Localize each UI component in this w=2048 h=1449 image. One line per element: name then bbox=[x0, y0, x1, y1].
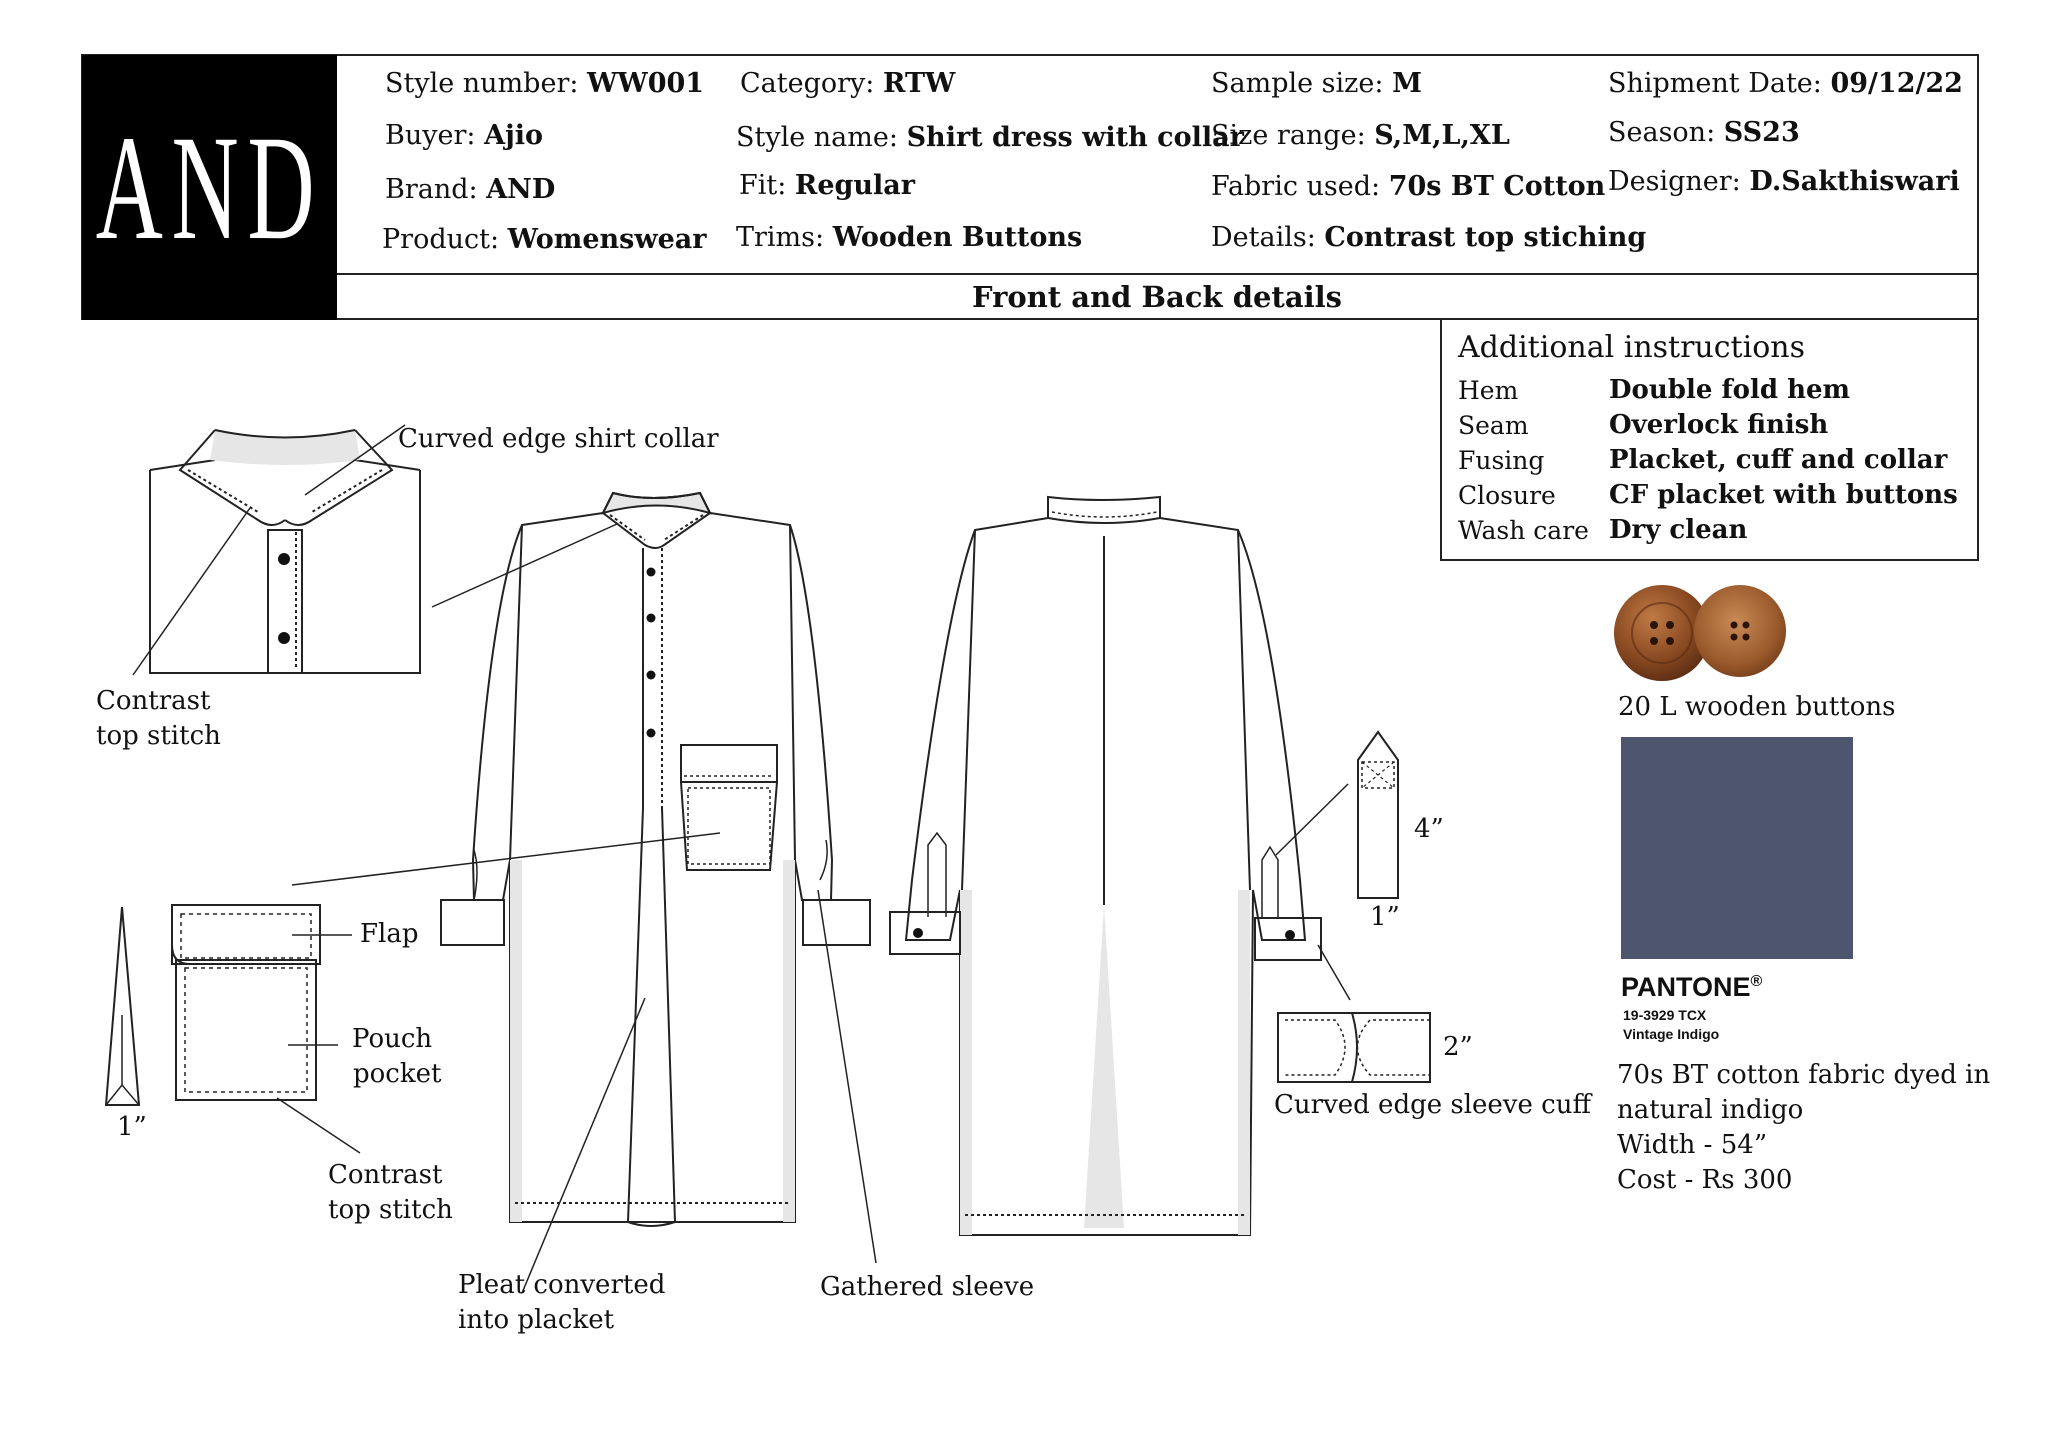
designer-field: Designer: D.Sakthiswari bbox=[1608, 166, 1960, 197]
pleat-placket-callout: Pleat converted into placket bbox=[458, 1270, 666, 1335]
collar-callout: Curved edge shirt collar bbox=[398, 424, 719, 454]
pantone-name: Vintage Indigo bbox=[1623, 1026, 1720, 1042]
style-number-field: Style number: WW001 bbox=[385, 68, 705, 99]
wooden-buttons-image bbox=[1612, 583, 1792, 685]
instructions-title: Additional instructions bbox=[1458, 330, 1805, 365]
trims-field: Trims: Wooden Buttons bbox=[736, 222, 1083, 253]
wooden-button bbox=[1694, 585, 1786, 677]
sample-size-field: Sample size: M bbox=[1211, 68, 1422, 99]
category-field: Category: RTW bbox=[740, 68, 956, 99]
buttons-label: 20 L wooden buttons bbox=[1618, 692, 1896, 722]
contrast-top-stitch-callout: Contrast top stitch bbox=[96, 686, 221, 751]
gathered-sleeve-callout: Gathered sleeve bbox=[820, 1272, 1035, 1302]
cuff-detail bbox=[1278, 945, 1430, 1082]
one-inch-left-label: 1” bbox=[117, 1112, 147, 1142]
instruction-value: Double fold hem bbox=[1609, 375, 1851, 405]
two-inch-label: 2” bbox=[1443, 1032, 1473, 1062]
brand-field: Brand: AND bbox=[385, 174, 556, 205]
pocket-contrast-stitch-callout: Contrast top stitch bbox=[328, 1160, 453, 1225]
size-range-field: Size range: S,M,L,XL bbox=[1211, 120, 1510, 151]
pantone-code: 19-3929 TCX bbox=[1623, 1007, 1707, 1023]
section-title: Front and Back details bbox=[972, 280, 1342, 314]
collar-detail bbox=[133, 425, 420, 675]
pouch-pocket-callout: Pouch pocket bbox=[352, 1024, 442, 1089]
logo-text: AND bbox=[95, 104, 324, 271]
fabric-width: Width - 54” bbox=[1617, 1130, 1768, 1160]
instruction-value: Placket, cuff and collar bbox=[1609, 445, 1948, 475]
four-inch-label: 4” bbox=[1414, 814, 1444, 844]
fabric-used-field: Fabric used: 70s BT Cotton bbox=[1211, 171, 1606, 202]
instruction-row: Wash care bbox=[1458, 516, 1589, 545]
instruction-value: CF placket with buttons bbox=[1609, 480, 1958, 510]
back-dress bbox=[890, 497, 1321, 1235]
pantone-swatch bbox=[1621, 737, 1853, 959]
buyer-field: Buyer: Ajio bbox=[385, 120, 544, 151]
sleeve-cuff-callout: Curved edge sleeve cuff bbox=[1274, 1090, 1591, 1120]
pantone-logo: PANTONE® bbox=[1621, 972, 1763, 1002]
season-field: Season: SS23 bbox=[1608, 117, 1800, 148]
fabric-description-1: 70s BT cotton fabric dyed in bbox=[1617, 1060, 1991, 1090]
instruction-row: Hem bbox=[1458, 376, 1519, 405]
shipment-date-field: Shipment Date: 09/12/22 bbox=[1608, 68, 1963, 99]
instruction-row: Fusing bbox=[1458, 446, 1545, 475]
details-field: Details: Contrast top stiching bbox=[1211, 222, 1647, 253]
style-name-field: Style name: Shirt dress with collar bbox=[736, 122, 1244, 153]
fabric-description-2: natural indigo bbox=[1617, 1095, 1804, 1125]
instruction-value: Dry clean bbox=[1609, 515, 1748, 545]
product-field: Product: Womenswear bbox=[382, 224, 707, 255]
instruction-row: Seam bbox=[1458, 411, 1529, 440]
fit-field: Fit: Regular bbox=[739, 170, 916, 201]
instruction-value: Overlock finish bbox=[1609, 410, 1829, 440]
instruction-row: Closure bbox=[1458, 481, 1556, 510]
fabric-cost: Cost - Rs 300 bbox=[1617, 1165, 1793, 1195]
flap-callout: Flap bbox=[360, 919, 419, 949]
one-inch-right-label: 1” bbox=[1370, 902, 1400, 932]
